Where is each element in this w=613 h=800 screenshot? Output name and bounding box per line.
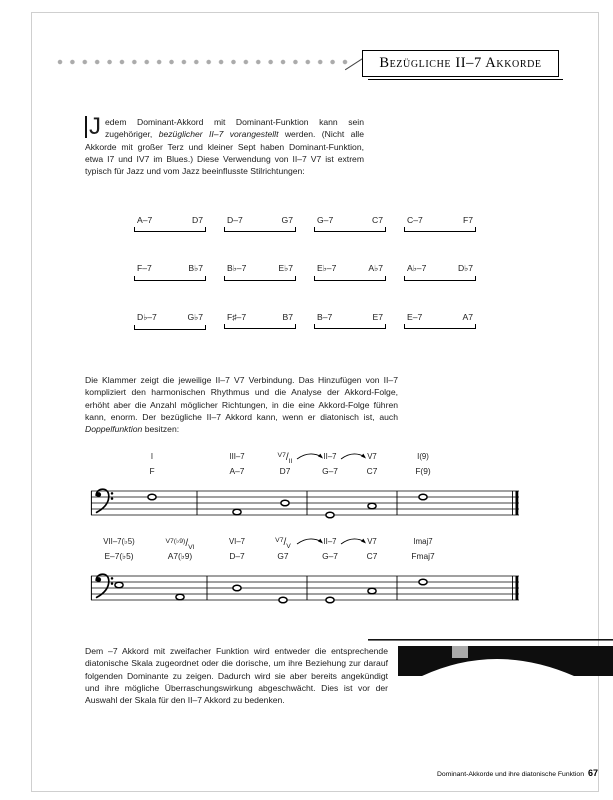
whole-note: [419, 494, 427, 500]
whole-note: [281, 500, 289, 506]
chord-symbol: F♯–7: [227, 312, 247, 322]
pair-chords: [314, 312, 386, 322]
roman-numeral: III–7: [229, 452, 245, 461]
chord-symbol: B♭–7: [227, 263, 247, 273]
final-barline: [516, 576, 519, 600]
dropcap: J: [85, 116, 103, 138]
chord-symbol: A♭–7: [407, 263, 427, 273]
ii-v-bracket: [314, 324, 386, 329]
decorative-graphic: [368, 639, 613, 679]
pair-chords: [224, 312, 296, 322]
roman-numeral: II–7: [323, 537, 337, 546]
arrowhead-icon: [318, 454, 323, 459]
ii-v-pair: [224, 263, 296, 281]
ii-v-bracket: [134, 276, 206, 281]
pair-chords: [134, 215, 206, 225]
chord-label: G–7: [322, 466, 338, 476]
ii-v-bracket: [224, 324, 296, 329]
chord-symbol: D7: [192, 215, 203, 225]
middle-text-italic: Doppelfunktion: [85, 424, 143, 435]
chord-pair-row: [134, 263, 476, 281]
pair-chords: [134, 312, 206, 323]
chord-label: D7: [279, 466, 291, 476]
arrowhead-icon: [361, 454, 366, 459]
pair-chords: [224, 263, 296, 274]
pair-chords: [224, 215, 296, 225]
chord-symbol: G♭7: [187, 312, 203, 322]
chord-symbol: D♭7: [457, 263, 473, 273]
ii-v-pair: [404, 312, 476, 330]
intro-text-1: edem Dominant-Akkord mit Dominant-Funktion kann sein zugehöriger,: [105, 117, 364, 140]
ii-v-pair: [404, 263, 476, 281]
chord-symbol: F–7: [137, 263, 152, 273]
chord-symbol: B♭7: [188, 263, 203, 273]
whole-note: [233, 585, 241, 591]
ii-v-pair: [224, 215, 296, 232]
middle-text-2: besitzen:: [142, 424, 180, 435]
chapter-title-box: [362, 50, 559, 77]
chord-pair-row: [134, 215, 476, 232]
pair-chords: [404, 215, 476, 225]
chord-symbol: B–7: [317, 312, 333, 322]
roman-numeral: V7/V: [275, 537, 291, 550]
footer-caption: Dominant-Akkorde und ihre diatonische Funktion: [437, 771, 584, 778]
chord-symbol: F7: [462, 215, 473, 225]
analysis-labels-1: [85, 452, 530, 480]
chord-label: C7: [366, 551, 378, 561]
whole-note: [419, 579, 427, 585]
whole-note: [148, 494, 156, 500]
chord-symbol: B7: [282, 312, 293, 322]
bass-staff-1: [85, 483, 530, 525]
notation-example-2: [85, 537, 530, 610]
chord-label: G7: [277, 551, 289, 561]
chord-label: E–7(♭5): [104, 551, 134, 561]
roman-numeral: V7: [367, 452, 377, 461]
intro-paragraph: [85, 113, 364, 177]
roman-numeral: II–7: [323, 452, 337, 461]
chord-label: A–7: [229, 466, 245, 476]
intro-text-italic: bezüglicher II–7 vorangestellt: [158, 129, 279, 140]
pair-chords: [314, 215, 386, 225]
chord-label: F(9): [415, 466, 431, 476]
chord-label: Fmaj7: [411, 551, 435, 561]
deco-rule: [368, 639, 613, 641]
chord-symbol: D–7: [227, 215, 243, 225]
chord-symbol: A♭7: [368, 263, 383, 273]
pair-chords: [134, 263, 206, 274]
whole-note: [326, 597, 334, 603]
ii-v-pair: [224, 312, 296, 330]
chord-symbol: C–7: [407, 215, 423, 225]
whole-note: [368, 503, 376, 509]
arrowhead-icon: [361, 539, 366, 544]
analysis-labels-2: [85, 537, 530, 565]
whole-note: [279, 597, 287, 603]
dotted-rule: [57, 58, 349, 66]
chord-label: G–7: [322, 551, 338, 561]
whole-note: [115, 582, 123, 588]
whole-note: [326, 512, 334, 518]
whole-note: [233, 509, 241, 515]
roman-numeral: V7/II: [277, 452, 293, 465]
page-number: 67: [587, 768, 598, 778]
roman-numeral: Imaj7: [413, 537, 433, 546]
ii-v-bracket: [134, 227, 206, 232]
chord-pairs: [134, 215, 476, 361]
ii-v-bracket: [404, 227, 476, 232]
ii-v-bracket: [224, 227, 296, 232]
chord-symbol: E7: [372, 312, 383, 322]
chord-symbol: C7: [372, 215, 383, 225]
pair-chords: [404, 312, 476, 322]
chord-symbol: A7: [462, 312, 473, 322]
final-barline: [516, 491, 519, 515]
ii-v-pair: [314, 215, 386, 232]
chord-symbol: A–7: [137, 215, 153, 225]
ii-v-pair: [134, 312, 206, 330]
chord-symbol: D♭–7: [137, 312, 157, 322]
ii-v-pair: [314, 263, 386, 281]
chord-label: A7(♭9): [167, 551, 193, 561]
chord-label: D–7: [229, 551, 245, 561]
ii-v-bracket: [314, 276, 386, 281]
roman-numeral: VII–7(♭5): [103, 537, 135, 546]
pair-chords: [314, 263, 386, 274]
ii-v-bracket: [224, 276, 296, 281]
ii-v-pair: [134, 215, 206, 232]
ii-v-bracket: [404, 276, 476, 281]
intro-text-2: werden. (Nicht alle Akkorde mit großer Terz und kleiner Sept haben Dominant-Funktion, etwa I7 und IV7 im Blues.) Diese Verwendung von II–7 V7 ist extrem typisch für Jazz und vom Jazz beeinflusste Stilrichtungen:: [85, 129, 364, 177]
ii-v-pair: [134, 263, 206, 281]
whole-note: [176, 594, 184, 600]
chord-symbol: E♭7: [278, 263, 293, 273]
arrowhead-icon: [318, 539, 323, 544]
roman-numeral: I: [150, 452, 154, 461]
deco-notch: [452, 646, 468, 658]
chord-symbol: G7: [281, 215, 293, 225]
ii-v-bracket: [134, 325, 206, 330]
ii-v-bracket: [404, 324, 476, 329]
roman-numeral: V7: [367, 537, 377, 546]
ii-v-pair: [314, 312, 386, 330]
bass-staff-2: [85, 568, 530, 610]
chord-symbol: E♭–7: [317, 263, 337, 273]
pair-chords: [404, 263, 476, 274]
middle-text-1: Die Klammer zeigt die jeweilige II–7 V7 Verbindung. Das Hinzufügen von II–7 kompliziert den harmonischen Rhythmus und die Analyse der Akkord-Folge, erhöht aber die Anzahl möglicher Richtungen, in die eine Akkord-Folge führen kann, enorm. Der bezügliche II–7 Akkord kann, wenn er diatonisch ist, auch: [85, 375, 398, 422]
progression-arrows-2: [85, 537, 530, 565]
roman-numeral: V7(♭9)/VI: [165, 538, 195, 551]
closing-paragraph: Dem –7 Akkord mit zweifacher Funktion wird entweder die entsprechende diatonische Skala zugeordnet oder die dorische, um ihre Beziehung zur darauf folgenden Dominante zu zeigen. Dadurch wird sie aber bereits angekündigt und ihre mögliche Überraschungswirkung abgeschwächt. Dies ist vor der Auswahl der Skala für den II–7 Akkord zu bedenken.: [85, 646, 388, 706]
chord-label: C7: [366, 466, 378, 476]
ii-v-pair: [404, 215, 476, 232]
roman-numeral: VI–7: [228, 537, 246, 546]
chord-label: F: [149, 466, 155, 476]
whole-note: [368, 588, 376, 594]
page-title: Bezügliche II–7 Akkorde: [379, 55, 542, 71]
roman-numeral: I(9): [417, 452, 429, 461]
chord-symbol: G–7: [317, 215, 334, 225]
notation-example-1: [85, 452, 530, 525]
page-footer: [318, 768, 598, 778]
chord-pair-row: [134, 312, 476, 330]
middle-paragraph: [85, 374, 398, 435]
ii-v-bracket: [314, 227, 386, 232]
chord-symbol: E–7: [407, 312, 423, 322]
